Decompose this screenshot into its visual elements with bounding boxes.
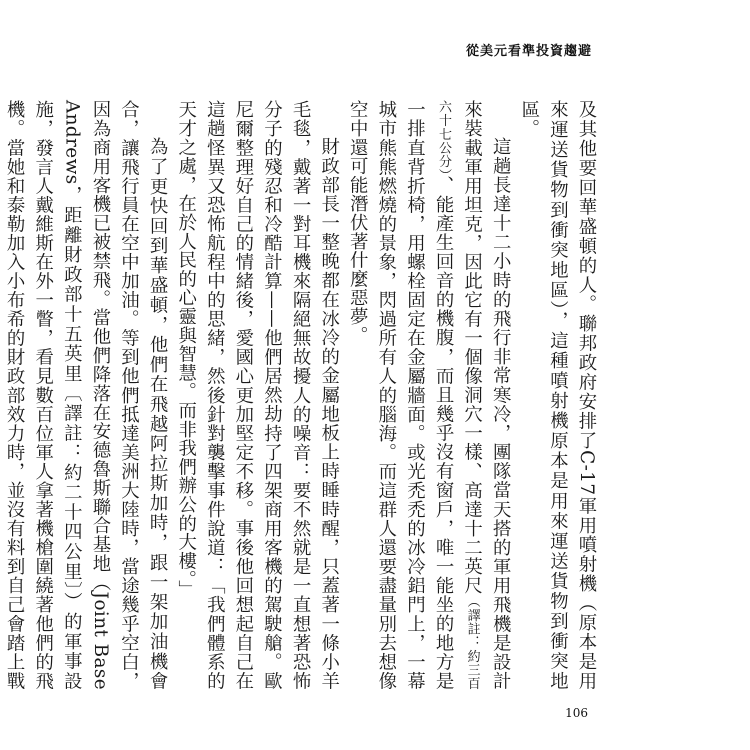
body-text-block xyxy=(4,100,600,691)
paragraph-text: （Joint Base Andrews，距離財政部十五英里〔譯註：約二十四公里〕） xyxy=(61,100,111,690)
body-paragraph xyxy=(0,100,171,690)
body-paragraph xyxy=(514,100,600,690)
paragraph-text: 的軍事設施，發言人戴維斯在外一瞥，看見數百位軍人拿著機槍圍繞著他們的飛機。當她和泰勒加入小布希的財政部效力時，並沒有料到自己會踏上戰 xyxy=(4,100,83,691)
translator-note: （譯註：約三百六十七公分） xyxy=(436,100,480,690)
paragraph-text: 為了更快回到華盛頓，他們在飛越阿拉斯加時，跟一架加油機會合，讓飛行員在空中加油。等到他們抵達美洲大陸時，當途幾乎空白，因為商用客機已被禁飛。當他們降落在安德魯斯聯合基地 xyxy=(89,100,169,690)
running-head-title: 從美元看準投資趨避 xyxy=(465,44,592,59)
paragraph-text: 、能產生回音的機腹，而且幾乎沒有窗戶，唯一能坐的地方是一排直背折椅，用螺栓固定在金屬牆面。或光禿禿的冰冷鋁門上，一幕城市熊熊燃燒的景象，閃過所有人的腦海。而這群人還要盡量別去想像空中還可能潛伏著什麼惡夢。 xyxy=(347,100,455,690)
paragraph-text: 這趟長達十二小時的飛行非常寒冷，團隊當天搭的軍用飛機是設計來裝載軍用坦克，因此它有一個像洞穴一樣、高達十二英尺 xyxy=(461,100,512,690)
paragraph-text: 及其他要回華盛頓的人。聯邦政府安排了C-17軍用噴射機（原本是用來運送貨物到衝突地區），這種噴射機原本是用來運送貨物到衝突地區。 xyxy=(518,100,597,690)
page-number: 106 xyxy=(565,706,588,720)
body-paragraph xyxy=(171,100,343,690)
body-paragraph xyxy=(343,100,515,690)
paragraph-text: 財政部長一整晚都在冰冷的金屬地板上時睡時醒，只蓋著一條小羊毛毯，戴著一對耳機來隔絕無故擾人的噪音：要不然就是一直想著恐怖分子的殘忍和冷酷計算——他們居然劫持了四架商用客機的駕駛艙。歐尼爾整理好自己的情緒後，愛國心更加堅定不移。事後他回想起自己在這趟怪異又恐怖航程中的思緒，然後針對襲擊事件說道：「我們體系的天才之處，在於人民的心靈與智慧。而非我們辦公的大樓。」 xyxy=(175,100,340,690)
